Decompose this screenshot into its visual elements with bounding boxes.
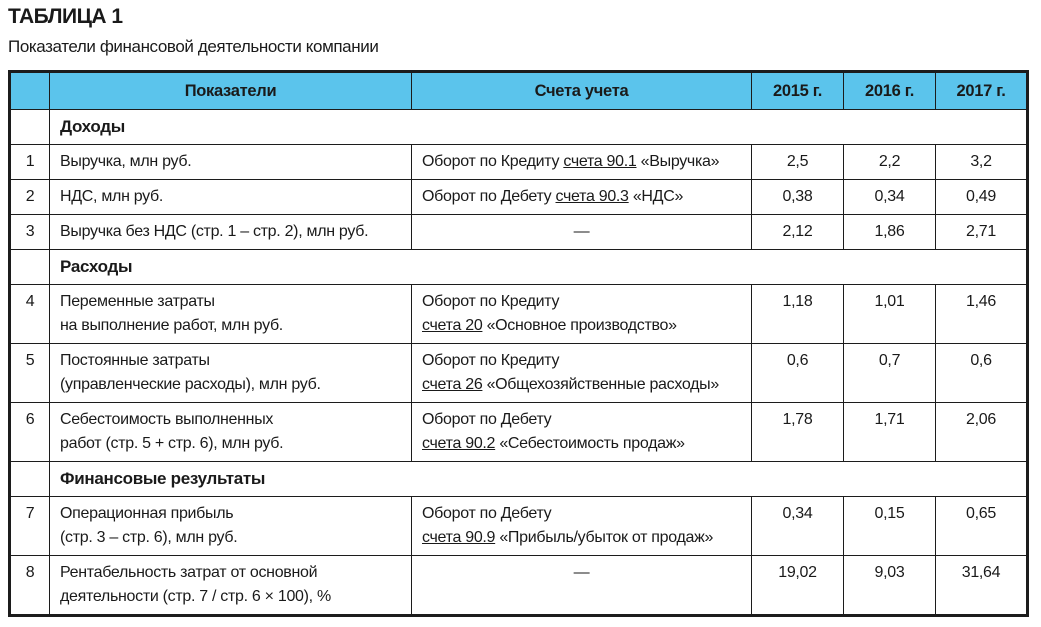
indicator-line: НДС, млн руб.	[60, 188, 164, 205]
indicator-cell	[50, 285, 412, 344]
account-cell	[412, 180, 752, 215]
value-2015: 2,12	[752, 215, 844, 250]
account-name: «НДС»	[628, 188, 684, 205]
account-link[interactable]: счета 20	[422, 317, 483, 334]
row-number: 1	[10, 145, 50, 180]
indicator-line: (стр. 3 – стр. 6), млн руб.	[60, 529, 238, 546]
indicator-line: Выручка, млн руб.	[60, 153, 192, 170]
indicator-line: работ (стр. 5 + стр. 6), млн руб.	[60, 435, 284, 452]
account-line	[422, 526, 741, 550]
account-cell	[412, 215, 752, 250]
section-row	[10, 250, 1028, 285]
value-2017: 0,49	[936, 180, 1028, 215]
section-title: Финансовые результаты	[50, 462, 1028, 497]
row-number: 3	[10, 215, 50, 250]
header-accounts: Счета учета	[412, 72, 752, 110]
section-title: Доходы	[50, 110, 1028, 145]
table-row	[10, 215, 1028, 250]
account-line	[422, 373, 741, 397]
value-2015: 0,6	[752, 344, 844, 403]
value-2015: 0,38	[752, 180, 844, 215]
value-2015: 0,34	[752, 497, 844, 556]
header-indicators: Показатели	[50, 72, 412, 110]
section-row	[10, 110, 1028, 145]
row-number: 7	[10, 497, 50, 556]
indicator-line: Операционная прибыль	[60, 505, 234, 522]
table-row	[10, 145, 1028, 180]
account-text: Оборот по Дебету	[422, 188, 556, 205]
section-number-cell	[10, 462, 50, 497]
indicator-cell	[50, 145, 412, 180]
account-text: Оборот по Кредиту	[422, 293, 560, 310]
value-2016: 1,01	[844, 285, 936, 344]
table-row	[10, 285, 1028, 344]
account-line	[422, 150, 741, 174]
value-2017: 3,2	[936, 145, 1028, 180]
value-2017: 0,6	[936, 344, 1028, 403]
account-line	[422, 290, 741, 314]
value-2016: 9,03	[844, 556, 936, 616]
value-2017: 1,46	[936, 285, 1028, 344]
section-number-cell	[10, 110, 50, 145]
account-line	[422, 432, 741, 456]
account-cell	[412, 344, 752, 403]
account-link[interactable]: счета 90.9	[422, 529, 496, 546]
indicator-cell	[50, 215, 412, 250]
row-number: 5	[10, 344, 50, 403]
account-cell	[412, 497, 752, 556]
account-name: «Общехозяйственные расходы»	[482, 376, 719, 393]
account-line	[422, 314, 741, 338]
value-2016: 0,15	[844, 497, 936, 556]
account-name: «Выручка»	[636, 153, 720, 170]
row-number: 4	[10, 285, 50, 344]
indicator-line: деятельности (стр. 7 / стр. 6 × 100), %	[60, 588, 331, 605]
header-number	[10, 72, 50, 110]
indicator-line: Переменные затраты	[60, 293, 215, 310]
account-name: «Прибыль/убыток от продаж»	[495, 529, 714, 546]
account-line	[422, 349, 741, 373]
indicator-cell	[50, 403, 412, 462]
value-2015: 19,02	[752, 556, 844, 616]
account-text: Оборот по Кредиту	[422, 153, 564, 170]
table-row	[10, 497, 1028, 556]
value-2017: 31,64	[936, 556, 1028, 616]
account-cell	[412, 285, 752, 344]
value-2016: 0,7	[844, 344, 936, 403]
account-name: «Основное производство»	[482, 317, 677, 334]
value-2017: 2,06	[936, 403, 1028, 462]
table-row	[10, 403, 1028, 462]
table-subtitle: Показатели финансовой деятельности компании	[8, 37, 379, 56]
value-2017: 2,71	[936, 215, 1028, 250]
table-row	[10, 180, 1028, 215]
section-row	[10, 462, 1028, 497]
account-link[interactable]: счета 90.3	[555, 188, 629, 205]
header-2015: 2015 г.	[752, 72, 844, 110]
account-link[interactable]: счета 90.1	[563, 153, 637, 170]
account-text: Оборот по Кредиту	[422, 352, 560, 369]
account-line	[422, 185, 741, 209]
header-2017: 2017 г.	[936, 72, 1028, 110]
row-number: 8	[10, 556, 50, 616]
value-2016: 0,34	[844, 180, 936, 215]
header-2016: 2016 г.	[844, 72, 936, 110]
account-cell	[412, 145, 752, 180]
indicator-line: (управленческие расходы), млн руб.	[60, 376, 321, 393]
account-cell	[412, 556, 752, 616]
account-line	[422, 502, 741, 526]
row-number: 2	[10, 180, 50, 215]
table-header-row	[10, 72, 1028, 110]
indicator-line: Себестоимость выполненных	[60, 411, 274, 428]
account-cell	[412, 403, 752, 462]
value-2016: 1,71	[844, 403, 936, 462]
value-2015: 1,18	[752, 285, 844, 344]
section-title: Расходы	[50, 250, 1028, 285]
value-2015: 1,78	[752, 403, 844, 462]
account-text: Оборот по Дебету	[422, 411, 552, 428]
table-row	[10, 344, 1028, 403]
account-text: Оборот по Дебету	[422, 505, 552, 522]
financial-indicators-table	[8, 70, 1029, 617]
row-number: 6	[10, 403, 50, 462]
value-2016: 2,2	[844, 145, 936, 180]
indicator-line: Выручка без НДС (стр. 1 – стр. 2), млн руб.	[60, 223, 369, 240]
account-link[interactable]: счета 90.2	[422, 435, 496, 452]
account-link[interactable]: счета 26	[422, 376, 483, 393]
indicator-line: Рентабельность затрат от основной	[60, 564, 318, 581]
indicator-cell	[50, 344, 412, 403]
account-dash: —	[573, 564, 590, 581]
account-name: «Себестоимость продаж»	[495, 435, 685, 452]
value-2016: 1,86	[844, 215, 936, 250]
value-2015: 2,5	[752, 145, 844, 180]
indicator-line: на выполнение работ, млн руб.	[60, 317, 283, 334]
indicator-cell	[50, 497, 412, 556]
value-2017: 0,65	[936, 497, 1028, 556]
indicator-line: Постоянные затраты	[60, 352, 210, 369]
table-row	[10, 556, 1028, 616]
indicator-cell	[50, 180, 412, 215]
account-dash: —	[573, 223, 590, 240]
table-title: ТАБЛИЦА 1	[8, 5, 123, 28]
account-line	[422, 408, 741, 432]
indicator-cell	[50, 556, 412, 616]
section-number-cell	[10, 250, 50, 285]
